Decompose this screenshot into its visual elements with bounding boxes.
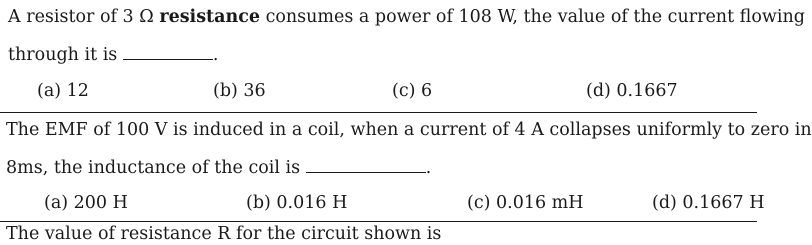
question-1-suffix: consumes a power of 108 W, the value of the current flowing [265,7,805,27]
blank-period: . [212,45,219,65]
question-3-clipped [0,222,757,244]
blank-period: . [425,158,432,178]
option-b: (b) 36 [213,81,266,101]
question-1-line-2-text: through it is [8,45,118,65]
option-c: (c) 6 [392,81,433,101]
option-a: (a) 200 H [44,193,128,213]
question-1-prefix: A resistor of 3 Ω [8,7,154,27]
question-1-bold-term: resistance [159,7,260,27]
option-c: (c) 0.016 mH [467,193,584,213]
answer-blank [123,45,213,60]
question-3-partial-text: The value of resistance R for the circuit shown is [6,224,442,244]
question-2-text-line-1: The EMF of 100 V is induced in a coil, when a current of 4 A collapses uniformly to zero in [6,120,812,140]
option-d: (d) 0.1667 [586,81,678,101]
question-2-line-2-text: 8ms, the inductance of the coil is [6,158,301,178]
question-2-text-line-2 [6,157,431,179]
question-1-text-line-2 [8,44,218,66]
option-a: (a) 12 [37,81,89,101]
divider-1 [0,112,757,113]
answer-blank [306,158,426,173]
option-b: (b) 0.016 H [246,193,348,213]
option-d: (d) 0.1667 H [652,193,765,213]
question-1-text-line-1 [8,6,805,28]
